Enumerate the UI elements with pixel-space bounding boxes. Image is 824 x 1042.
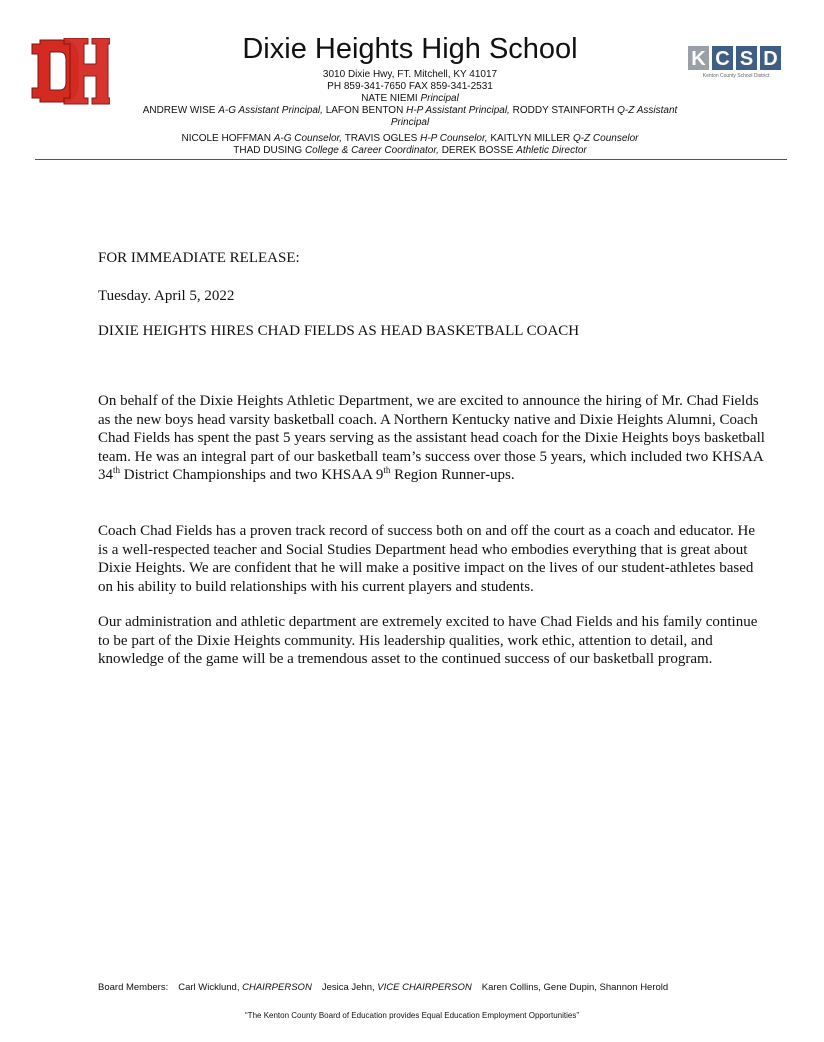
staff-name: LAFON BENTON: [325, 105, 404, 116]
p1-text-b: District Championships and two KHSAA 9: [120, 467, 384, 483]
board-member-role: VICE CHAIRPERSON: [377, 982, 472, 993]
release-label: FOR IMMEADIATE RELEASE:: [98, 250, 300, 266]
staff-title: A-G Assistant Principal,: [218, 105, 323, 116]
staff-name: ANDREW WISE: [142, 105, 216, 116]
counselors-line: [130, 133, 690, 145]
school-phone-fax: PH 859-341-7650 FAX 859-341-2531: [327, 81, 493, 92]
paragraph-2: Coach Chad Fields has a proven track record of success both on and off the court as a coach and educator. He is a well-respected teacher and Social Studies Department head who embodies everything that is great about Dixie Heights. We are confident that he will make a positive impact on the lives of our student-athletes based on his ability to build relationships with his current players and students.: [98, 523, 755, 595]
dixie-heights-logo: [30, 38, 110, 106]
assistant-principals-line: [130, 105, 690, 128]
p1-text-a: On behalf of the Dixie Heights Athletic Department, we are excited to announce the hiring of Mr. Chad Fields as the new boys head varsity basketball coach. A Northern Kentucky native and Dixie Heights Alumni, Coach Chad Fields has spent the past 5 years serving as the assistant head coach for the Dixie Heights boys basketball team. He was an integral part of our basketball team’s success over those 5 years, which included two KHSAA 34: [98, 393, 765, 483]
staff-name: THAD DUSING: [233, 145, 303, 156]
principal-title: Principal: [420, 93, 459, 104]
board-member-name: Carl Wicklund,: [178, 982, 240, 993]
staff-title: Athletic Director: [516, 145, 587, 156]
kcsd-logo: [688, 45, 784, 81]
principal-name: NATE NIEMI: [361, 93, 418, 104]
p1-text-c: Region Runner-ups.: [390, 467, 515, 483]
headline: DIXIE HEIGHTS HIRES CHAD FIELDS AS HEAD BASKETBALL COACH: [98, 323, 580, 339]
footer-tagline: “The Kenton County Board of Education provides Equal Education Employment Opportunities”: [245, 1011, 579, 1020]
staff-title: H-P Assistant Principal,: [406, 105, 510, 116]
principal-line: [130, 93, 690, 105]
school-address: 3010 Dixie Hwy, FT. Mitchell, KY 41017: [322, 69, 498, 80]
staff-name: DEREK BOSSE: [441, 145, 514, 156]
board-member-role: CHAIRPERSON: [242, 982, 312, 993]
board-member-name: Jesica Jehn,: [321, 982, 375, 993]
board-label: Board Members:: [98, 982, 169, 993]
staff-name: NICOLE HOFFMAN: [181, 133, 271, 144]
svg-text:Kenton County School District: Kenton County School District: [702, 73, 770, 79]
staff-name: TRAVIS OGLES: [344, 133, 418, 144]
staff-title: College & Career Coordinator,: [304, 145, 439, 156]
svg-text:D: D: [763, 48, 778, 70]
board-member-name: Karen Collins, Gene Dupin, Shannon Herold: [481, 982, 669, 993]
header-divider: [35, 159, 787, 160]
staff-title: Q-Z Counselor: [572, 133, 639, 144]
coordinators-line: [130, 145, 690, 157]
p1-sup-2: th: [383, 465, 391, 475]
school-name: Dixie Heights High School: [242, 33, 578, 65]
paragraph-1: [98, 392, 766, 485]
svg-text:S: S: [739, 48, 754, 70]
svg-text:K: K: [691, 48, 706, 70]
p1-sup-1: th: [113, 465, 121, 475]
staff-name: RODDY STAINFORTH: [512, 105, 615, 116]
board-members: [98, 982, 668, 993]
release-date: Tuesday. April 5, 2022: [98, 288, 235, 304]
staff-title: H-P Counselor,: [420, 133, 488, 144]
staff-title: A-G Counselor,: [273, 133, 343, 144]
svg-text:C: C: [715, 48, 730, 70]
paragraph-3: Our administration and athletic department are extremely excited to have Chad Fields and his family continue to be part of the Dixie Heights community. His leadership qualities, work ethic, attention to detail, and knowledge of the game will be a tremendous asset to the continued success of our basketball program.: [98, 614, 758, 667]
staff-name: KAITLYN MILLER: [490, 133, 571, 144]
staff-title: Q-Z Assistant Principal: [390, 105, 678, 128]
